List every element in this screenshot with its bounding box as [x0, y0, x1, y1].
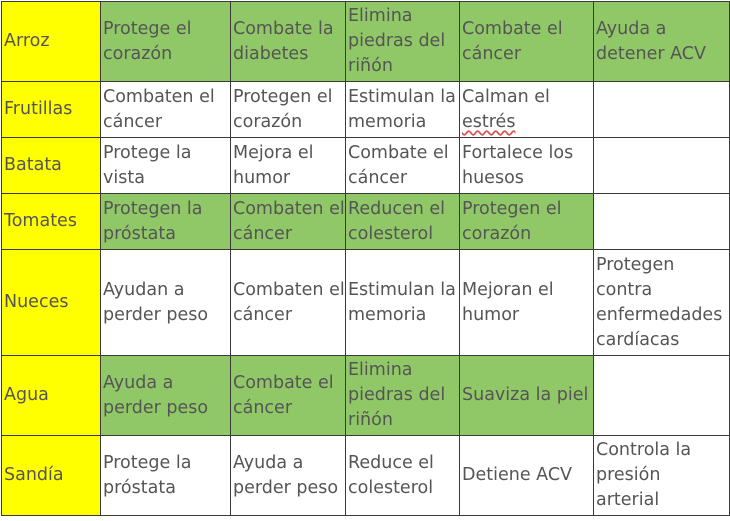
spellcheck-underline: estrés: [462, 111, 516, 132]
table-row: [2, 194, 730, 250]
table-row: [2, 436, 730, 516]
food-name-cell: Batata: [2, 138, 101, 194]
empty-cell: [594, 356, 730, 436]
benefit-cell: Controla la presión arterial: [594, 436, 730, 516]
benefit-cell: Ayuda a perder peso: [101, 356, 231, 436]
food-benefits-table: [1, 1, 730, 516]
benefit-cell: Ayuda a perder peso: [231, 436, 346, 516]
benefit-cell: Mejoran el humor: [460, 250, 594, 356]
benefit-cell: Combaten el cáncer: [101, 82, 231, 138]
table-row: [2, 2, 730, 82]
benefit-cell: Protege el corazón: [101, 2, 231, 82]
table-row: [2, 82, 730, 138]
benefit-cell: Reduce el colesterol: [346, 436, 460, 516]
benefit-cell: Elimina piedras del riñón: [346, 2, 460, 82]
benefit-cell: Combate el cáncer: [231, 356, 346, 436]
food-name-cell: Frutillas: [2, 82, 101, 138]
food-name-cell: Arroz: [2, 2, 101, 82]
table-row: [2, 138, 730, 194]
benefit-cell: Fortalece los huesos: [460, 138, 594, 194]
benefit-cell: Combate el cáncer: [460, 2, 594, 82]
benefit-cell: Protegen contra enfermedades cardíacas: [594, 250, 730, 356]
benefit-cell: Combate el cáncer: [346, 138, 460, 194]
benefit-cell: Suaviza la piel: [460, 356, 594, 436]
benefit-cell: Ayuda a detener ACV: [594, 2, 730, 82]
benefit-cell: [460, 82, 594, 138]
table-row: [2, 356, 730, 436]
empty-cell: [594, 194, 730, 250]
benefit-cell: Protegen el corazón: [231, 82, 346, 138]
benefit-cell: Ayudan a perder peso: [101, 250, 231, 356]
benefit-cell: Protegen la próstata: [101, 194, 231, 250]
benefit-cell: Estimulan la memoria: [346, 82, 460, 138]
benefit-cell: Combaten el cáncer: [231, 194, 346, 250]
food-name-cell: Tomates: [2, 194, 101, 250]
benefit-cell: Detiene ACV: [460, 436, 594, 516]
benefit-cell: Combate la diabetes: [231, 2, 346, 82]
benefit-cell: Elimina piedras del riñón: [346, 356, 460, 436]
benefit-text: Calman el estrés: [462, 86, 550, 132]
benefit-cell: Mejora el humor: [231, 138, 346, 194]
benefit-cell: Estimulan la memoria: [346, 250, 460, 356]
table-row: [2, 250, 730, 356]
empty-cell: [594, 82, 730, 138]
benefit-cell: Protege la próstata: [101, 436, 231, 516]
benefit-cell: Protegen el corazón: [460, 194, 594, 250]
benefit-cell: Protege la vista: [101, 138, 231, 194]
food-name-cell: Agua: [2, 356, 101, 436]
benefit-cell: Combaten el cáncer: [231, 250, 346, 356]
benefit-cell: Reducen el colesterol: [346, 194, 460, 250]
food-name-cell: Nueces: [2, 250, 101, 356]
empty-cell: [594, 138, 730, 194]
food-name-cell: Sandía: [2, 436, 101, 516]
